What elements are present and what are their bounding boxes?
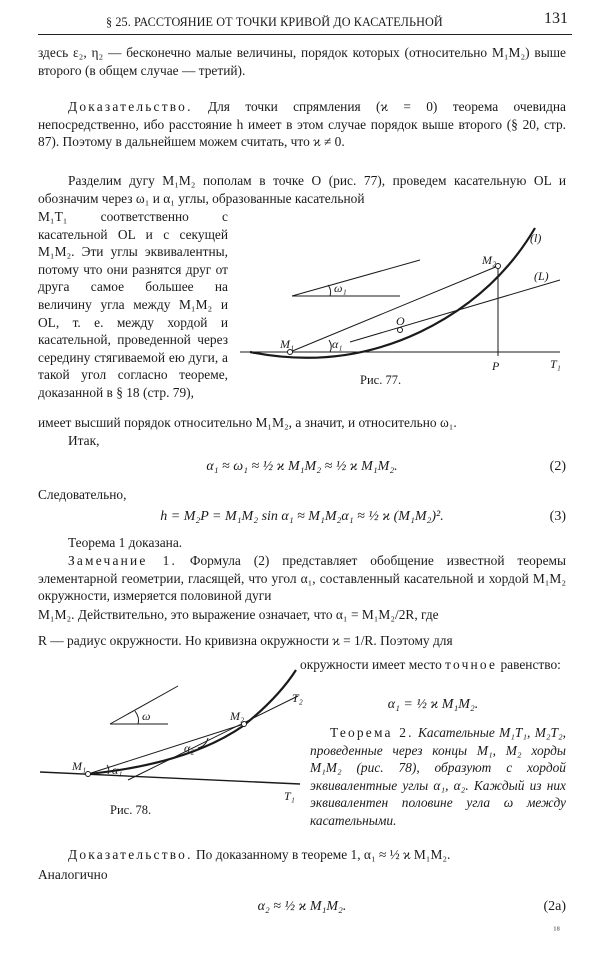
label-p: P [492, 359, 500, 373]
paragraph-remark1-formula [38, 606, 566, 624]
chord-m1m2 [290, 266, 498, 352]
label-alpha2: α₂ [184, 741, 195, 755]
paragraph-text: Итак, [68, 433, 100, 448]
running-header [38, 6, 572, 35]
label-alpha1: α₁ [112, 763, 123, 777]
paragraph-analogously [38, 866, 566, 884]
remark-heading: Замечание 1. [68, 553, 178, 568]
label-omega: ω [142, 709, 151, 723]
label-m1: M₁ [280, 337, 295, 351]
emphasis-exact: точное [445, 657, 498, 672]
equation-2-number: (2) [549, 459, 566, 474]
paragraph-small-quantities [38, 44, 566, 79]
label-t2: T₂ [292, 691, 303, 705]
label-m2: M₂ [230, 709, 245, 723]
theorem-2 [310, 724, 566, 830]
paragraph-remark1 [38, 552, 566, 605]
paragraph-text: здесь ε₂, η₂ — бесконечно малые величины, порядок которых (относительно M₁M₂) выше второго (в общем случае — третий). [38, 45, 566, 78]
header-title: § 25. РАССТОЯНИЕ ОТ ТОЧКИ КРИВОЙ ДО КАСАТЕЛЬНОЙ [106, 15, 443, 29]
paragraph-arc-division [38, 172, 566, 207]
paragraph-remark1-radius [38, 632, 566, 650]
point-o [398, 328, 403, 333]
curve [88, 670, 296, 774]
paragraph-proof-start [38, 98, 566, 151]
paragraph-text: Аналогично [38, 867, 108, 882]
label-l: (l) [530, 231, 542, 245]
paragraph-theorem1-proved [38, 534, 566, 552]
proof-heading: Доказательство. [68, 99, 193, 114]
label-m1: M₁ [72, 759, 87, 773]
figure-78 [38, 666, 308, 816]
paragraph-circle-equality [300, 656, 566, 674]
paragraph-narrow-column [38, 208, 228, 402]
signature-mark: ¹⁸ [553, 925, 560, 937]
paragraph-text: Для точки спрямления (ϰ = 0) теорема очевидна непосредственно, ибо расстояние h имеет в этом случае порядок выше второго (§ 20, стр. 87). Поэтому в дальнейшем можем считать, что ϰ ≠ 0. [38, 99, 566, 150]
label-m2: M₂ [482, 253, 497, 267]
label-big-l: (L) [534, 269, 549, 283]
paragraph-text: M₁T₁ соответственно с касательной OL и с секущей M₁M₂. Эти углы эквивалентны, потому что они разнятся друг от друга самое большее на величину угла между M₁M₂ и OL, т. е. между хордой и касательной, проведенной через середину стягиваемой ею дуги, а такой угол согласно теореме, доказанной в § 18 (стр. 79), [38, 209, 228, 400]
tangent-t2 [128, 696, 298, 780]
label-o: O [396, 314, 405, 328]
paragraph-text: M₁M₂. Действительно, это выражение означает, что α₁ = M₁M₂/2R, где [38, 607, 439, 622]
paragraph-itak [38, 432, 566, 450]
figure-77 [230, 220, 570, 390]
paragraph-text: По доказанному в теореме 1, α₁ ≈ ½ ϰ M₁M₂. [195, 847, 451, 862]
theorem2-text: Касательные M₁T₁, M₂T₂, проведенные через концы M₁, M₂ хорды M₁M₂ (рис. 78), образуют с хордой эквивалентные углы α₁, α₂. Каждый из них эквивалентен половине угла ω между касательными. [310, 725, 566, 828]
figure-77-caption: Рис. 77. [360, 373, 402, 387]
equation-3-number: (3) [549, 509, 566, 524]
omega-ray-upper [292, 260, 420, 296]
equation-circle: α₁ = ½ ϰ M₁M₂. [387, 697, 479, 712]
paragraph-proof-2 [38, 846, 566, 864]
proof-heading: Доказательство. [68, 847, 193, 862]
paragraph-text: Следовательно, [38, 487, 127, 502]
theorem2-heading: Теорема 2. [330, 725, 414, 740]
paragraph-text: R — радиус окружности. Но кривизна окружности ϰ = 1/R. Поэтому для [38, 633, 453, 648]
label-t1: T₁ [284, 789, 295, 803]
paragraph-text: окружности имеет место [300, 657, 442, 672]
paragraph-text: Разделим дугу M₁M₂ пополам в точке O (рис. 77), проведем касательную OL и обозначим через ω₁ и α₁ углы, образованные касательной [38, 173, 566, 206]
label-alpha1: α₁ [332, 337, 343, 351]
paragraph-text: имеет высший порядок относительно M₁M₂, а значит, и относительно ω₁. [38, 415, 457, 430]
tangent-ol [350, 280, 560, 342]
equation-2a: α₂ ≈ ½ ϰ M₁M₂. [257, 899, 347, 914]
label-t1: T₁ [550, 357, 561, 371]
equation-3: h = M₂P = M₁M₂ sin α₁ ≈ M₁M₂α₁ ≈ ½ ϰ (M₁M₂)². [160, 509, 444, 524]
label-omega1: ω₁ [334, 281, 347, 295]
figure-78-caption: Рис. 78. [110, 803, 152, 817]
point-m1 [86, 772, 91, 777]
tangent-t1 [40, 772, 300, 784]
equation-2a-number: (2a) [543, 899, 566, 914]
paragraph-text: Формула (2) представляет обобщение известной теоремы элементарной геометрии, гласящей, что угол α₁, составленный касательной и хордой M₁M₂ окружности, измеряется половиной дуги [38, 553, 566, 604]
paragraph-higher-order [38, 414, 566, 432]
page-number: 131 [544, 10, 568, 27]
paragraph-therefore [38, 486, 566, 504]
point-m2 [496, 264, 501, 269]
equation-2: α₁ ≈ ω₁ ≈ ½ ϰ M₁M₂ ≈ ½ ϰ M₁M₂. [206, 459, 398, 474]
paragraph-text: равенство: [500, 657, 561, 672]
paragraph-text: Теорема 1 доказана. [68, 535, 183, 550]
